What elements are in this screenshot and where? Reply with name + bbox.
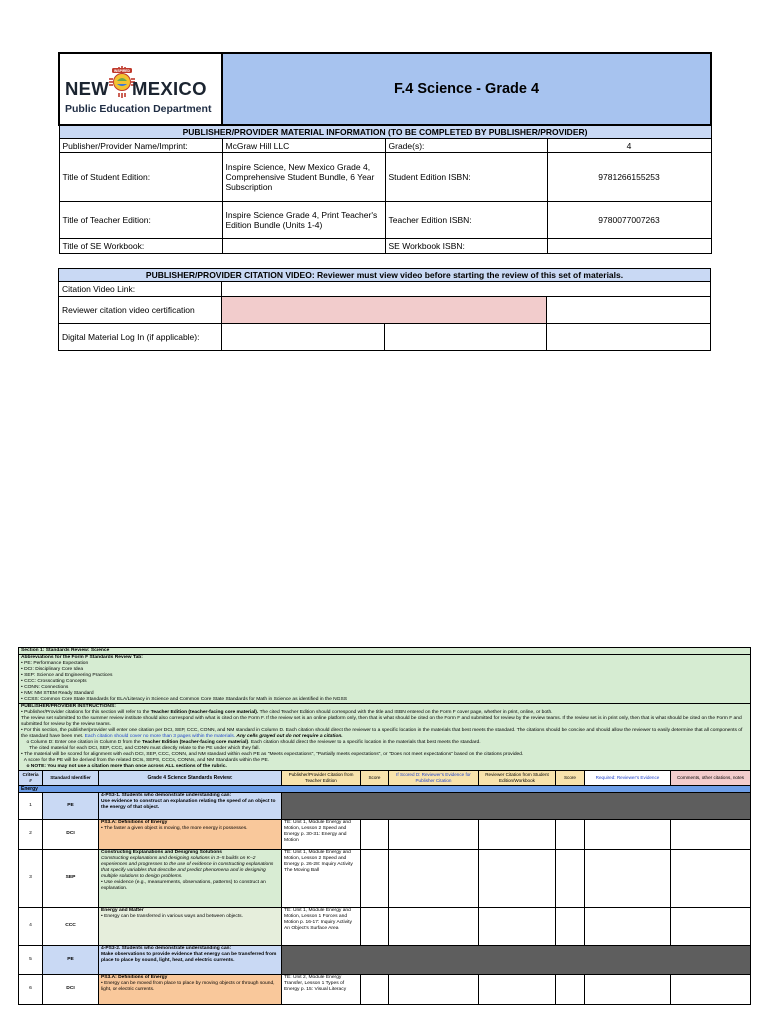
row-title: PS3.A: Definitions of Energy: [101, 819, 168, 825]
score-cell-2[interactable]: [556, 907, 585, 945]
row-text-italic: Constructing explanations and designing solutions in 3–5 builds on K–2 experiences and progresses to the use of evidence in constructing explanations that specify variables that describe and predict phenomena and in designing multiple solutions to design problems.: [101, 855, 274, 879]
wb-title-field[interactable]: [222, 239, 385, 254]
table-row: [19, 907, 751, 945]
instruction-text: A score for the PE will be derived from the related DCIs, SEPS, CCCs, CONNs, and NM Standards within the PE.: [23, 757, 270, 763]
abbreviations-block: [19, 654, 751, 703]
instruction-bold: Any cells grayed out do not require a citation.: [235, 733, 343, 739]
col-review: Grade 4 Science Standards Review:: [99, 770, 282, 785]
login-field-1[interactable]: [222, 324, 385, 351]
col-identifier: Standard Identifier: [43, 770, 99, 785]
score-cell-2[interactable]: [556, 974, 585, 1004]
row-text: • Energy can be moved from place to place by moving objects or through sound, light, or electric currents.: [101, 980, 275, 992]
score-cell[interactable]: [361, 974, 389, 1004]
grades-label: Grade(s):: [385, 139, 547, 153]
login-field-3[interactable]: [547, 324, 711, 351]
row-type: PE: [43, 945, 99, 974]
table-row: [19, 974, 751, 1004]
grades-field[interactable]: 4: [547, 139, 711, 153]
te-title-label: Title of Teacher Edition:: [59, 202, 222, 239]
row-text: • Use evidence (e.g., measurements, observations, patterns) to construct an explanation.: [101, 879, 266, 891]
video-section-heading: PUBLISHER/PROVIDER CITATION VIDEO: Reviewer must view video before starting the review of this set of materials.: [59, 269, 711, 282]
col-required-evidence: Required: Reviewer's Evidence: [585, 770, 671, 785]
abbrev-item: • PE: Performance Expectation: [21, 660, 89, 666]
abbrev-title: Abbreviations for the Form F Standards Review Tab:: [21, 654, 143, 660]
instruction-bold: Teacher Edition (teacher-facing core material): [141, 739, 249, 745]
row-type: CCC: [43, 907, 99, 945]
row-text: Make observations to provide evidence that energy can be transferred from place to place by sound, light, heat, and electric currents.: [101, 951, 277, 963]
instruction-text: o Column D: Enter one citation in Column D from the: [26, 739, 142, 745]
row-description: [99, 849, 282, 907]
te-title-field[interactable]: Inspire Science Grade 4, Print Teacher's Edition Bundle (Units 1-4): [222, 202, 385, 239]
login-field-2[interactable]: [385, 324, 547, 351]
required-evidence-cell[interactable]: [585, 849, 671, 907]
required-evidence-cell[interactable]: [585, 819, 671, 849]
row-number: 5: [19, 945, 43, 974]
row-description: [99, 792, 282, 819]
video-link-label: Citation Video Link:: [59, 282, 222, 297]
login-label: Digital Material Log In (if applicable):: [59, 324, 222, 351]
video-cert-field[interactable]: [222, 297, 547, 324]
video-cert-extra[interactable]: [547, 297, 711, 324]
student-citation-cell[interactable]: [479, 974, 556, 1004]
col-evidence: If Scored D: Reviewer's Evidence for Publisher Citation: [389, 770, 479, 785]
logo-word-new: NEW: [65, 78, 110, 99]
abbrev-item: • SEP: Science and Engineering Practices: [21, 672, 113, 678]
logo-cell: [59, 53, 222, 125]
se-title-field[interactable]: Inspire Science, New Mexico Grade 4, Comprehensive Student Bundle, 6 Year Subscription: [222, 153, 385, 202]
row-description: [99, 945, 282, 974]
video-link-field[interactable]: [222, 282, 711, 297]
row-type: SEP: [43, 849, 99, 907]
se-isbn-label: Student Edition ISBN:: [385, 153, 547, 202]
instruction-blue: Each citation should cover no more than 3 pages within the materials.: [83, 733, 236, 739]
table-row: [19, 792, 751, 819]
wb-title-label: Title of SE Workbook:: [59, 239, 222, 254]
instruction-text: The cited material for each DCI, SEP, CCC, and CONN must directly relate to the PE under which they fall.: [29, 745, 260, 751]
publisher-section-heading: PUBLISHER/PROVIDER MATERIAL INFORMATION (TO BE COMPLETED BY PUBLISHER/PROVIDER): [59, 125, 711, 139]
row-title: 4-PS3-2. Students who demonstrate understanding can:: [101, 945, 232, 951]
row-description: [99, 907, 282, 945]
column-header-row: [19, 770, 751, 785]
row-text: • Energy can be transferred in various ways and between objects.: [101, 913, 243, 919]
comments-cell[interactable]: [671, 974, 751, 1004]
citation-cell[interactable]: TE: Unit 1, Module Energy and Motion, Lesson 2 Speed and Energy p. 30-31: Energy and Motion: [282, 819, 361, 849]
instruction-text: • The material will be scored for alignment with each DCI, SEP, CCC, CONN, and NM standard within each PE as "Meets expectations", "Partially meets expectations", or "Does not meet expectations" based on the citations provided.: [21, 751, 524, 757]
wb-isbn-field[interactable]: [547, 239, 711, 254]
nm-ped-logo: [63, 55, 223, 123]
evidence-cell[interactable]: [389, 819, 479, 849]
required-evidence-cell[interactable]: [585, 907, 671, 945]
row-text: Use evidence to construct an explanation relating the speed of an object to the energy of that object.: [101, 798, 276, 810]
instruction-text: The review set submitted to the summer review institute should also correspond with what is cited on the Form F. If the review set is an online platform only, then that is what should be cited on the Form F and submitted for review by the review teams. If the review set is in print only, then that is what should be cited on the Form F and submitted for review by the review teams.: [21, 715, 742, 727]
grayed-cell: [282, 792, 751, 819]
abbrev-item: • DCI: Disciplinary Core Idea: [21, 666, 84, 672]
comments-cell[interactable]: [671, 819, 751, 849]
group-label: Energy: [19, 785, 751, 792]
comments-cell[interactable]: [671, 849, 751, 907]
instruction-bold: Teacher Edition (teacher-facing core material).: [150, 709, 259, 715]
page-title: F.4 Science - Grade 4: [222, 53, 711, 125]
standards-review-section: [18, 647, 750, 1005]
col-score: Score: [361, 770, 389, 785]
abbrev-item: • CCSS: Common Core State Standards for ELA/Literacy in Science and Common Core State Standards for Math in Science as identified in the NGSS: [21, 696, 348, 702]
row-title: 4-PS3-1. Students who demonstrate understanding can:: [101, 792, 232, 798]
row-title: Constructing Explanations and Designing Solutions: [101, 849, 222, 855]
evidence-cell[interactable]: [389, 907, 479, 945]
row-type: DCI: [43, 819, 99, 849]
grayed-cell: [282, 945, 751, 974]
instruction-text: The cited Teacher Edition should correspond with the title and ISBN entered on the Form F cover page, whether in print, online, or both.: [258, 709, 553, 715]
citation-cell[interactable]: TE: Unit 1, Module Energy and Motion, Lesson 2 Speed and Energy p. 26-28: Inquiry Activity The Moving Ball: [282, 849, 361, 907]
comments-cell[interactable]: [671, 907, 751, 945]
score-cell[interactable]: [361, 907, 389, 945]
table-row: [19, 819, 751, 849]
row-number: 4: [19, 907, 43, 945]
row-type: DCI: [43, 974, 99, 1004]
row-number: 3: [19, 849, 43, 907]
citation-cell[interactable]: TE: Unit 1, Module Energy and Motion, Lesson 1 Forces and Motion p. 16-17: Inquiry Activity An Object's Surface Area: [282, 907, 361, 945]
instruction-note: o NOTE: You may not use a citation more than once across ALL sections of the rubric.: [26, 763, 227, 769]
score-cell[interactable]: [361, 819, 389, 849]
instruction-text: . Each citation should direct the reviewer to a specific location in the materials that best meets the standard.: [248, 739, 481, 745]
row-title: Energy and Matter: [101, 907, 144, 913]
evidence-cell[interactable]: [389, 974, 479, 1004]
se-title-label: Title of Student Edition:: [59, 153, 222, 202]
video-cert-label: Reviewer citation video certification: [59, 297, 222, 324]
row-number: 1: [19, 792, 43, 819]
publisher-name-field[interactable]: McGraw Hill LLC: [222, 139, 385, 153]
col-comments: Comments, other citations, notes: [671, 770, 751, 785]
score-cell-2[interactable]: [556, 819, 585, 849]
col-student-citation: Reviewer Citation from Student Edition/Workbook: [479, 770, 556, 785]
citation-video-form: [58, 268, 711, 351]
logo-badge-text: INSPIRED: [113, 69, 131, 73]
student-citation-cell[interactable]: [479, 849, 556, 907]
student-citation-cell[interactable]: [479, 819, 556, 849]
wb-isbn-label: SE Workbook ISBN:: [385, 239, 547, 254]
instruction-text: • Publisher/Provider citations for this section will refer to the: [21, 709, 151, 715]
table-row: [19, 849, 751, 907]
col-criteria: Criteria #: [19, 770, 43, 785]
publisher-name-label: Publisher/Provider Name/Imprint:: [59, 139, 222, 153]
row-number: 2: [19, 819, 43, 849]
abbrev-item: • NM: NM STEM Ready Standard: [21, 690, 94, 696]
required-evidence-cell[interactable]: [585, 974, 671, 1004]
instructions-title: PUBLISHER/PROVIDER INSTRUCTIONS:: [21, 703, 116, 709]
abbrev-item: • CONN: Connections: [21, 684, 69, 690]
table-row: [19, 945, 751, 974]
row-title: PS3.A: Definitions of Energy: [101, 974, 168, 980]
abbrev-item: • CCC: Crosscutting Concepts: [21, 678, 87, 684]
score-cell[interactable]: [361, 849, 389, 907]
te-isbn-field[interactable]: 9780077007263: [547, 202, 711, 239]
student-citation-cell[interactable]: [479, 907, 556, 945]
score-cell-2[interactable]: [556, 849, 585, 907]
publisher-info-form: [58, 52, 712, 254]
evidence-cell[interactable]: [389, 849, 479, 907]
col-score-2: Score: [556, 770, 585, 785]
logo-word-mexico: MEXICO: [132, 78, 207, 99]
row-text: • The faster a given object is moving, the more energy it possesses.: [101, 825, 248, 831]
group-row-energy: [19, 785, 751, 792]
logo-department: Public Education Department: [65, 103, 212, 115]
row-description: [99, 974, 282, 1004]
standards-table: [18, 647, 751, 1005]
se-isbn-field[interactable]: 9781266155253: [547, 153, 711, 202]
instructions-block: [19, 703, 751, 770]
row-description: [99, 819, 282, 849]
section-title: Section 1: Standards Review: Science: [19, 648, 751, 655]
instruction-text: • For this section, the publisher/provider will enter one citation per DCI, SEP, CCC, CONN, and NM standard in Column D. Each citation should direct the reviewer to a specific location in the materials that best meets the standard. The citations should be concise and should allow the reviewer to easily determine that all components of the standard have been met.: [21, 727, 743, 739]
col-citation: Publisher/Provider Citation from Teacher Edition: [282, 770, 361, 785]
citation-cell[interactable]: TE: Unit 2, Module Energy Transfer, Lesson 1 Types of Energy p. 15: Visual Literacy: [282, 974, 361, 1004]
te-isbn-label: Teacher Edition ISBN:: [385, 202, 547, 239]
row-type: PE: [43, 792, 99, 819]
row-number: 6: [19, 974, 43, 1004]
